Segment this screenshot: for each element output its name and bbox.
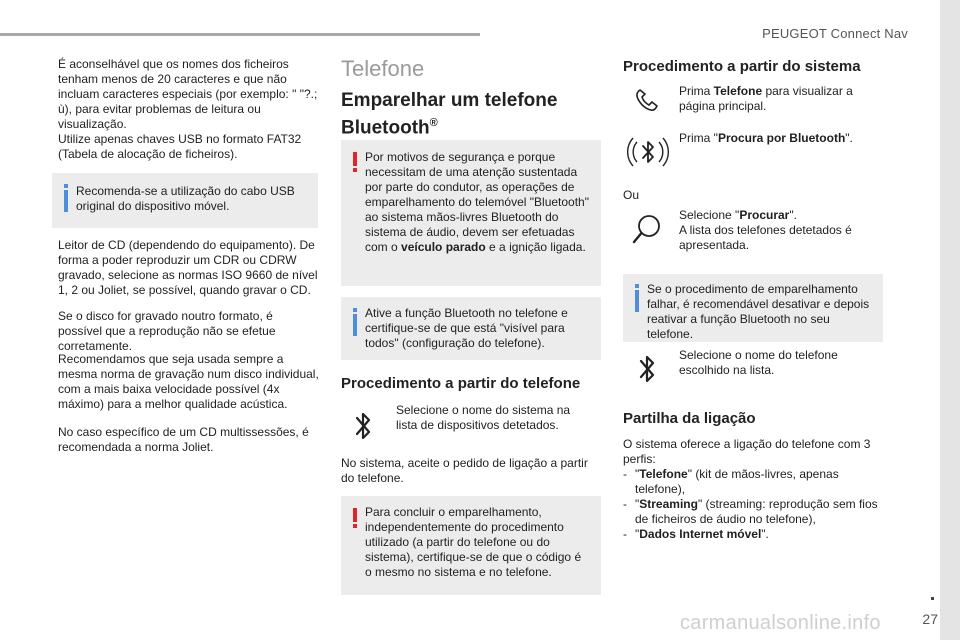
list-item: - "Telefone" (kit de mãos-livres, apenas telefone),	[623, 467, 839, 496]
paragraph: Se o disco for gravado noutro formato, é possível que a reprodução não se efetue corretamente.	[58, 309, 276, 353]
bluetooth-search-icon	[627, 130, 671, 174]
page-number: 27	[922, 611, 938, 627]
info-box	[623, 274, 883, 342]
bluetooth-icon	[352, 409, 374, 443]
warning-box	[341, 496, 601, 595]
header-title: PEUGEOT Connect Nav	[762, 26, 908, 41]
subheading: Procedimento a partir do sistema	[623, 58, 861, 75]
step-text: Selecione "Procurar". A lista dos telefones detetados é apresentada.	[679, 208, 852, 252]
info-text: Se o procedimento de emparelhamento falhar, é recomendável desativar e depois reativar a função Bluetooth no seu telefone.	[647, 282, 870, 341]
info-mark-icon	[64, 184, 68, 212]
bluetooth-icon	[636, 352, 658, 386]
paragraph: No caso específico de um CD multissessões, é recomendada a norma Joliet.	[58, 425, 309, 454]
info-text: Ative a função Bluetooth no telefone e certifique-se de que está "visível para todos" (configuração do telefone).	[365, 306, 568, 350]
info-text: Recomenda-se a utilização do cabo USB original do dispositivo móvel.	[76, 184, 295, 213]
paragraph: Leitor de CD (dependendo do equipamento). De forma a poder reproduzir um CDR ou CDRW gravado, selecione as normas ISO 9660 de nível 1, 2 ou Joliet, se possível, quando gravar o CD.	[58, 238, 318, 297]
list-item: - "Dados Internet móvel".	[623, 527, 769, 541]
paragraph: É aconselhável que os nomes dos ficheiros tenham menos de 20 caracteres e que não incluam caracteres especiais (por exemplo: " "?.; ù), para evitar problemas de leitura ou visualização.	[58, 57, 318, 131]
heading-line: Emparelhar um telefone	[341, 90, 558, 111]
info-box	[52, 173, 318, 228]
search-icon	[630, 213, 664, 247]
warning-box	[341, 140, 601, 286]
section-title: Telefone	[341, 56, 425, 81]
or-label: Ou	[623, 188, 640, 202]
subheading: Procedimento a partir do telefone	[341, 375, 581, 392]
page-heading	[341, 90, 601, 139]
warning-text: Para concluir o emparelhamento, independentemente do procedimento utilizado (a partir do telefone ou do sistema), certifique-se de que o código é o mesmo no sistema e no telefone.	[365, 505, 582, 579]
step-text: Selecione o nome do telefone escolhido na lista.	[679, 348, 838, 377]
step-text: Prima "Procura por Bluetooth".	[679, 131, 853, 145]
step-text: Selecione o nome do sistema na lista de dispositivos detetados.	[396, 403, 571, 432]
info-box	[341, 297, 601, 360]
warning-text: Por motivos de segurança e porque necessitam de uma atenção sustentada por parte do condutor, as operações de emparelhamento do telemóvel "Bluetooth" ao sistema mãos-livres Bluetooth do sistema de áudio, devem ser efetuadas com o veículo parado e a ignição ligada.	[365, 150, 589, 254]
subheading: Partilha da ligação	[623, 410, 756, 427]
step-text: Prima Telefone para visualizar a página principal.	[679, 84, 853, 113]
watermark: carmanualsonline.info	[680, 612, 881, 634]
paragraph: Utilize apenas chaves USB no formato FAT32 (Tabela de alocação de ficheiros).	[58, 132, 302, 161]
page-edge-strip	[940, 0, 960, 640]
heading-line: Bluetooth	[341, 117, 430, 139]
paragraph: O sistema oferece a ligação do telefone com 3 perfis:	[623, 437, 871, 466]
profile-list	[623, 467, 878, 542]
list-item: - "Streaming" (streaming: reprodução sem fios de ficheiros de áudio no telefone),	[623, 497, 878, 526]
header-rule	[0, 33, 480, 36]
paragraph: No sistema, aceite o pedido de ligação a partir do telefone.	[341, 456, 588, 485]
warning-mark-icon	[353, 508, 357, 528]
page-corner-mark	[931, 597, 934, 600]
phone-icon	[632, 86, 660, 114]
registered-mark: ®	[429, 117, 438, 129]
info-mark-icon	[635, 284, 639, 312]
info-mark-icon	[353, 308, 357, 336]
warning-mark-icon	[353, 152, 357, 172]
paragraph: Recomendamos que seja usada sempre a mesma norma de gravação num disco individual, com a mais baixa velocidade possível (4x máximo) para a melhor qualidade acústica.	[58, 352, 319, 411]
